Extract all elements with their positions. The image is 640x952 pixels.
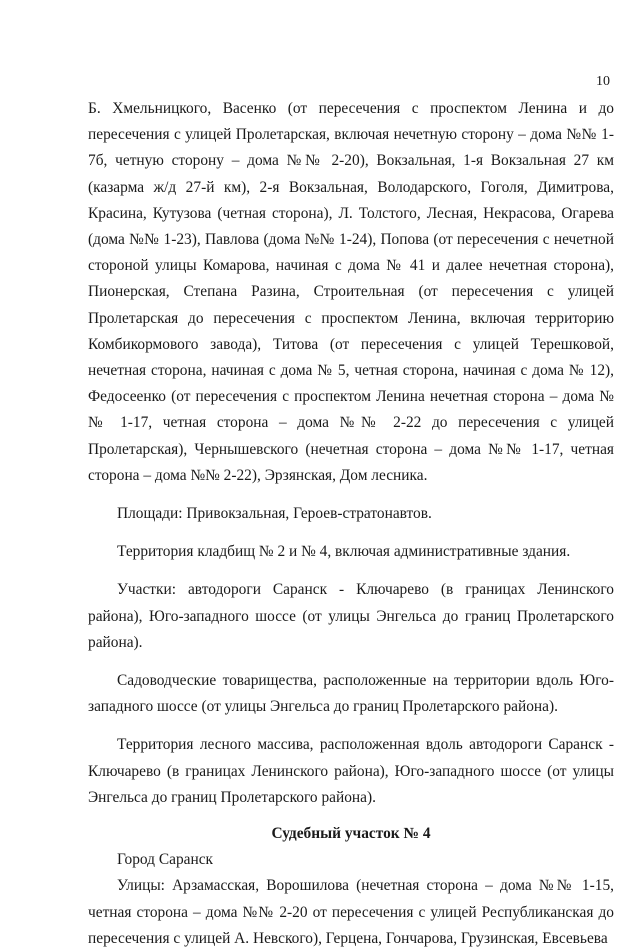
paragraph-streets-continued: Б. Хмельницкого, Васенко (от пересечения с проспектом Ленина и до пересечения с улицей Пролетарская, включая нечетную сторону – дома №№ 1-7б, четную сторону – дома №№ 2-20), Вокзальная, 1-я Вокзальная 27 км (казарма ж/д 27-й км), 2-я Вокзальная, Володарского, Гоголя, Димитрова, Красина, Кутузова (четная сторона), Л. Толстого, Лесная, Некрасова, Огарева (дома №№ 1-23), Павлова (дома №№ 1-24), Попова (от пересечения с нечетной стороной улицы Комарова, начиная с дома № 41 и далее нечетная сторона), Пионерская, Степана Разина, Строительная (от пересечения с улицей Пролетарская до пересечения с проспектом Ленина, включая территорию Комбикормового завода), Титова (от пересечения с улицей Терешковой, нечетная сторона, начиная с дома № 5, четная сторона, начиная с дома № 12), Федосеенко (от пересечения с проспектом Ленина нечетная сторона – дома №№ 1-17, четная сторона – дома №№ 2-22 до пересечения с улицей Пролетарская), Чернышевского (нечетная сторона – дома №№ 1-17, четная сторона – дома №№ 2-22), Эрзянская, Дом лесника. xyxy=(88,100,614,484)
section-streets: Улицы: Арзамасская, Ворошилова (нечетная сторона – дома №№ 1-15, четная сторона – дома №№ 2-20 от пересечения с улицей Республиканская до пересечения с улицей А. Невского), Герцена, Гончарова, Грузинская, Евсевьева xyxy=(88,877,614,947)
section-city: Город Саранск xyxy=(117,851,214,869)
paragraph-forest-territory: Территория лесного массива, расположенная вдоль автодороги Саранск - Ключарево (в границах Ленинского района), Юго-западного шоссе (от улицы Энгельса до границ Пролетарского района). xyxy=(88,736,614,806)
paragraph-garden-partnerships: Садоводческие товарищества, расположенные на территории вдоль Юго-западного шоссе (от улицы Энгельса до границ Пролетарского района). xyxy=(88,672,614,716)
document-body xyxy=(88,96,614,952)
page-number: 10 xyxy=(596,74,610,89)
paragraph-squares: Площади: Привокзальная, Героев-стратонавтов. xyxy=(117,505,432,523)
paragraph-cemeteries: Территория кладбищ № 2 и № 4, включая административные здания. xyxy=(117,543,571,561)
paragraph-road-sections: Участки: автодороги Саранск - Ключарево (в границах Ленинского района), Юго-западного шоссе (от улицы Энгельса до границ Пролетарского района). xyxy=(88,581,614,651)
section-heading: Судебный участок № 4 xyxy=(271,825,431,843)
